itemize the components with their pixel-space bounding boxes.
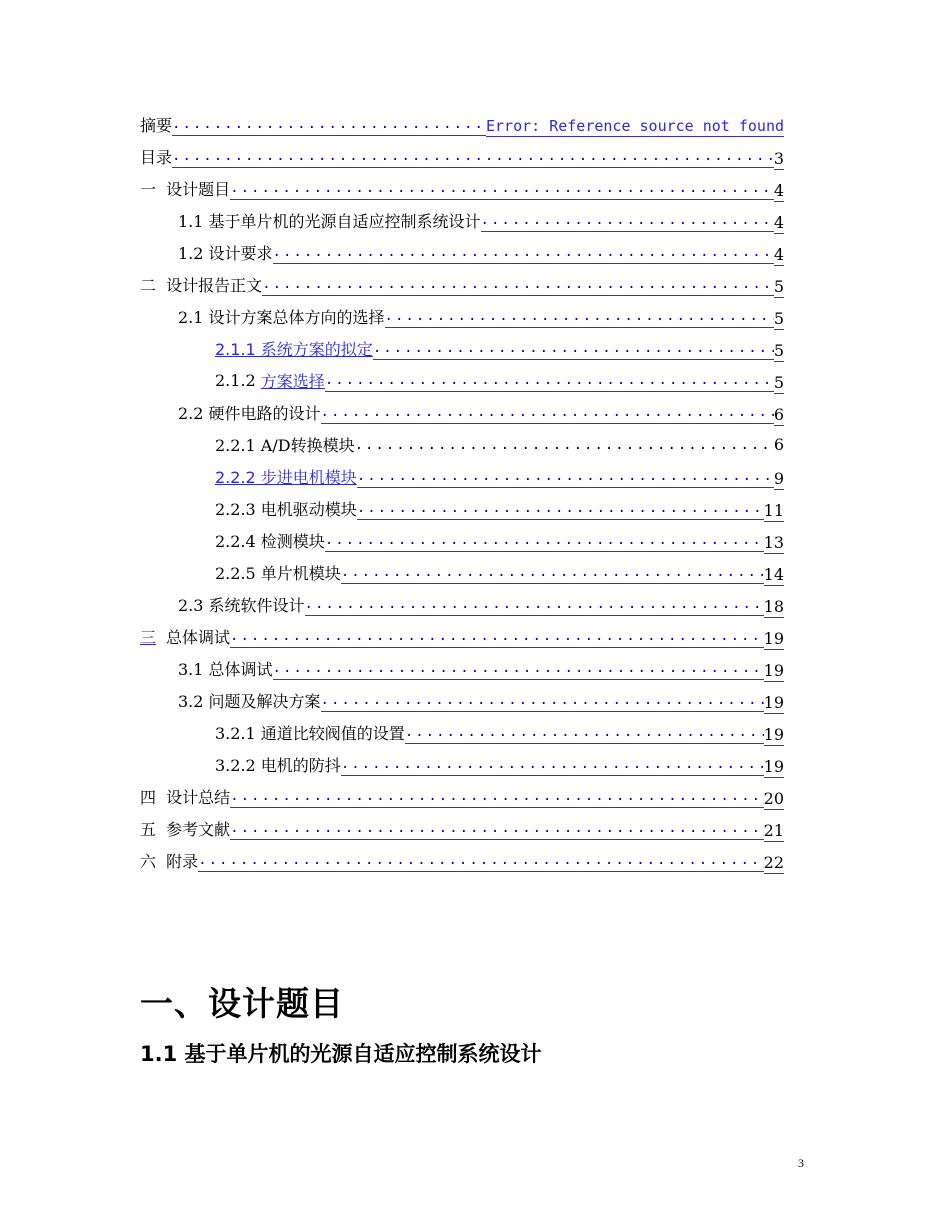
toc-page-number: 6	[773, 404, 784, 424]
toc-dot-leader	[321, 406, 774, 424]
toc-page-number: 3	[773, 148, 784, 168]
toc-dot-leader	[172, 150, 774, 168]
toc-entry-title: 2.2 硬件电路的设计	[178, 403, 321, 423]
toc-entry-title: 总体调试	[166, 627, 231, 647]
toc-entry-title: 二 设计报告正文	[140, 275, 263, 295]
toc-entry-title: 1.2 设计要求	[178, 243, 273, 263]
toc-dot-leader	[355, 439, 774, 456]
toc-page-number: 14	[763, 564, 784, 584]
toc-dot-leader	[321, 694, 764, 712]
toc-dot-leader	[385, 310, 774, 328]
toc-page-number: 5	[773, 372, 784, 392]
toc-entry-title: 3.2.2 电机的防抖	[215, 755, 341, 775]
toc-entry-title: 五 参考文献	[140, 819, 231, 839]
toc-entry-title: 一 设计题目	[140, 179, 231, 199]
toc-entry-title: 3.2.1 通道比较阀值的设置	[215, 723, 405, 743]
toc-dot-leader	[172, 118, 486, 136]
toc-page-number: 19	[763, 724, 784, 744]
toc-entry-s5[interactable]	[140, 812, 784, 844]
toc-entry-title: 摘要	[140, 115, 173, 135]
toc-entry-s2-1-2[interactable]	[140, 364, 784, 396]
toc-entry-title: 四 设计总结	[140, 787, 231, 807]
toc-entry-title: 3.2 问题及解决方案	[178, 691, 321, 711]
page-number: 3	[798, 1156, 804, 1170]
toc-entry-title[interactable]: 2.2.2 步进电机模块	[215, 467, 357, 487]
toc-dot-leader	[341, 566, 764, 584]
toc-dot-leader	[357, 502, 764, 520]
toc-page-number: 5	[773, 276, 784, 296]
toc-entry-title: 2.3 系统软件设计	[178, 595, 305, 615]
toc-entry-s2[interactable]	[140, 268, 784, 300]
toc-page-number: 19	[763, 628, 784, 648]
toc-entry-s2-2-4[interactable]	[140, 524, 784, 556]
toc-page-number: 20	[763, 788, 784, 808]
toc-dot-leader	[198, 854, 763, 872]
toc-dot-leader	[373, 342, 774, 360]
toc-entry-title: 六 附录	[140, 851, 199, 871]
toc-entry-s1-2[interactable]	[140, 236, 784, 268]
toc-entry-s3-2-1[interactable]	[140, 716, 784, 748]
toc-error-text: Error: Reference source not found	[485, 117, 784, 135]
toc-dot-leader	[273, 246, 774, 264]
toc-page-number: 13	[763, 532, 784, 552]
toc-dot-leader	[481, 214, 774, 232]
toc-dot-leader	[230, 630, 764, 648]
toc-page-number: 11	[763, 500, 784, 520]
toc-page-number: 18	[763, 596, 784, 616]
toc-entry-s1-1[interactable]	[140, 204, 784, 236]
toc-entry-s2-2-2[interactable]	[140, 460, 784, 492]
toc-dot-leader	[341, 758, 764, 776]
toc-page-number: 5	[773, 340, 784, 360]
toc-page-number: 22	[763, 852, 784, 872]
toc-entry-s1[interactable]	[140, 172, 784, 204]
section-heading: 1.1 基于单片机的光源自适应控制系统设计	[140, 1042, 542, 1066]
toc-dot-leader	[305, 598, 764, 616]
toc-dot-leader	[230, 822, 763, 840]
toc-entry-s2-3[interactable]	[140, 588, 784, 620]
toc-entry-title: 目录	[140, 147, 173, 167]
toc-entry-s4[interactable]	[140, 780, 784, 812]
table-of-contents	[140, 108, 784, 876]
toc-dot-leader	[262, 278, 774, 296]
toc-entry-number: 2.1.2	[215, 370, 261, 390]
toc-page-number: 4	[773, 180, 784, 200]
toc-entry-s2-1-1[interactable]	[140, 332, 784, 364]
toc-entry-s6[interactable]	[140, 844, 784, 876]
toc-entry-s2-2-3[interactable]	[140, 492, 784, 524]
toc-entry-s2-2-1[interactable]	[140, 428, 784, 460]
toc-dot-leader	[357, 470, 774, 488]
toc-dot-leader	[230, 182, 774, 200]
toc-entry-title: 2.2.1 A/D转换模块	[215, 435, 355, 455]
toc-entry-number[interactable]: 三	[140, 627, 157, 647]
toc-page-number: 4	[773, 212, 784, 232]
toc-entry-s2-2-5[interactable]	[140, 556, 784, 588]
toc-page-number: 5	[773, 308, 784, 328]
chapter-heading: 一、设计题目	[140, 984, 344, 1023]
toc-entry-title: 2.2.4 检测模块	[215, 531, 325, 551]
toc-entry-s3-2[interactable]	[140, 684, 784, 716]
toc-page-number: 19	[763, 692, 784, 712]
toc-entry-title: 2.1 设计方案总体方向的选择	[178, 307, 385, 327]
toc-page-number: 9	[773, 468, 784, 488]
toc-entry-title[interactable]: 方案选择	[260, 371, 325, 391]
toc-entry-title: 1.1 基于单片机的光源自适应控制系统设计	[178, 211, 481, 231]
toc-page-number: 19	[763, 756, 784, 776]
toc-dot-leader	[273, 662, 764, 680]
toc-entry-title: 2.2.5 单片机模块	[215, 563, 341, 583]
toc-entry-s2-2[interactable]	[140, 396, 784, 428]
toc-entry-s3-1[interactable]	[140, 652, 784, 684]
toc-page-number: 19	[763, 660, 784, 680]
toc-page-number: 21	[763, 820, 784, 840]
toc-entry-title: 2.2.3 电机驱动模块	[215, 499, 357, 519]
toc-dot-leader	[405, 726, 764, 744]
toc-dot-leader	[325, 374, 774, 392]
toc-entry-title[interactable]: 2.1.1 系统方案的拟定	[215, 339, 373, 359]
toc-entry-s3-2-2[interactable]	[140, 748, 784, 780]
toc-page-number: 4	[773, 244, 784, 264]
toc-dot-leader	[230, 790, 763, 808]
toc-entry-contents[interactable]	[140, 140, 784, 172]
toc-dot-leader	[325, 534, 764, 552]
toc-entry-s2-1[interactable]	[140, 300, 784, 332]
toc-entry-abstract[interactable]	[140, 108, 784, 140]
toc-entry-title: 3.1 总体调试	[178, 659, 273, 679]
toc-entry-s3[interactable]	[140, 620, 784, 652]
toc-page-number: 6	[773, 434, 784, 454]
